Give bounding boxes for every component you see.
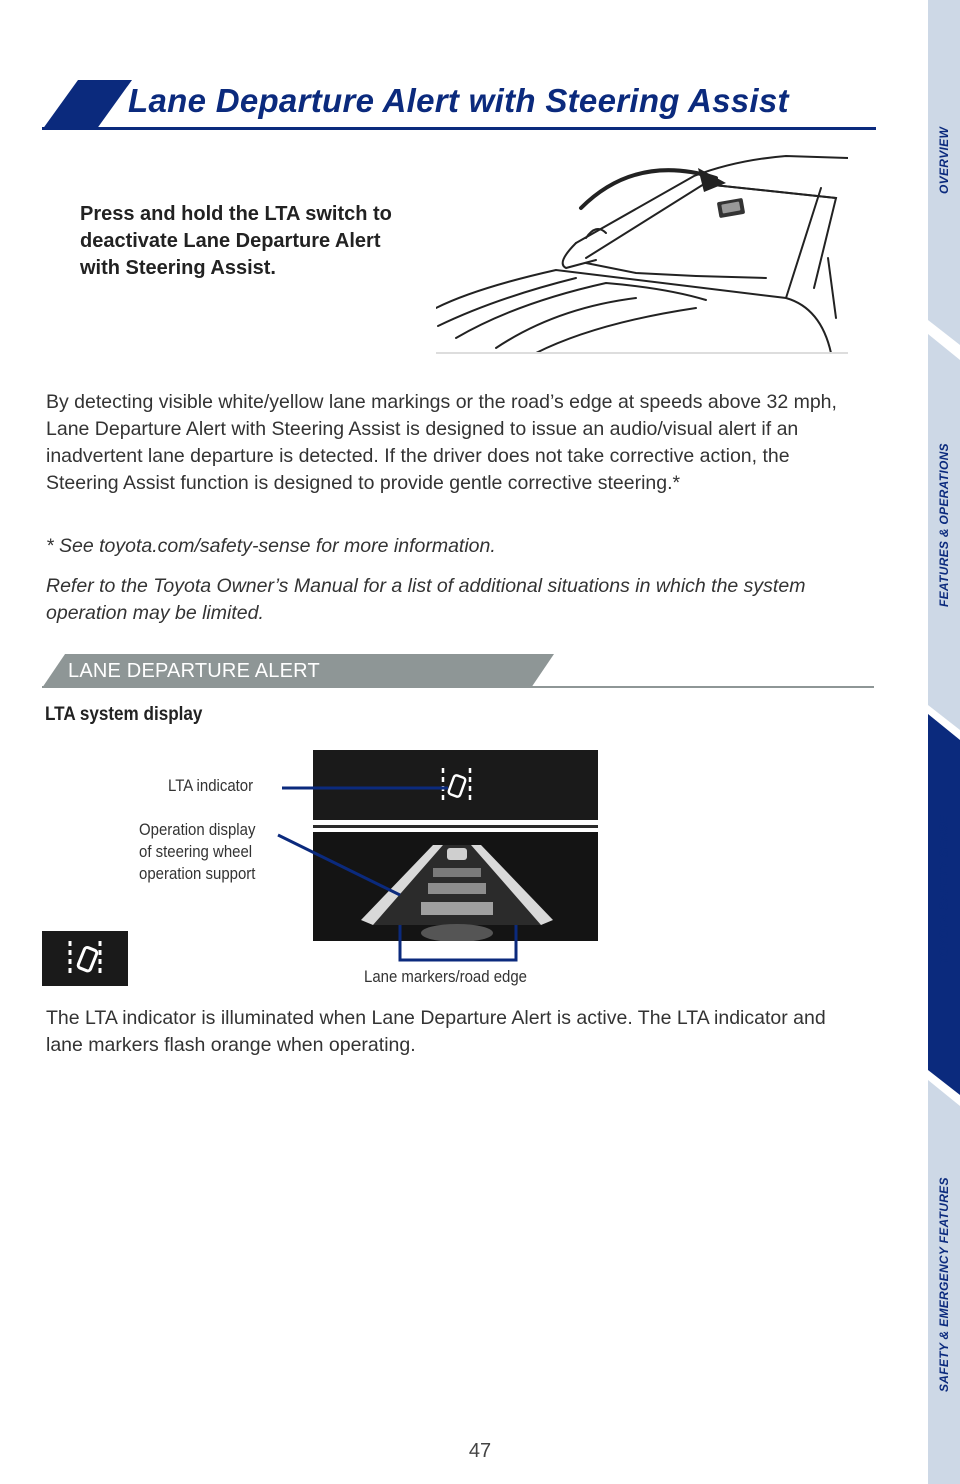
title-rule: [42, 127, 876, 130]
side-tab-safety-emergency[interactable]: SAFETY & EMERGENCY FEATURES: [937, 1177, 951, 1393]
side-tab-overview[interactable]: OVERVIEW: [937, 126, 951, 194]
windshield-illustration: [436, 148, 848, 356]
side-tab-toyota-safety-sense[interactable]: TOYOTA SAFETY SENSE: [937, 815, 951, 965]
lta-indicator-icon: [42, 931, 128, 986]
section-header: LANE DEPARTURE ALERT: [68, 660, 320, 682]
owners-manual-note: Refer to the Toyota Owner’s Manual for a list of additional situations in which the system operation may be limited.: [46, 575, 806, 624]
callout-lines: [270, 775, 560, 975]
title-accent: [42, 80, 132, 130]
label-lane-markers: Lane markers/road edge: [364, 967, 528, 986]
callout-text: Press and hold the LTA switch to deactivate Lane Departure Alert with Steering Assist.: [80, 203, 392, 279]
section-rule: [42, 686, 874, 688]
subheading: LTA system display: [45, 704, 203, 725]
footer-paragraph: The LTA indicator is illuminated when Lane Departure Alert is active. The LTA indicator and lane markers flash orange when operating.: [46, 1007, 826, 1056]
page-number: 47: [468, 1440, 492, 1462]
side-tab-features-operations[interactable]: FEATURES & OPERATIONS: [937, 443, 951, 607]
label-operation-display: Operation display of steering wheel operation support: [139, 820, 256, 883]
footnote-link-text: * See toyota.com/safety-sense for more information.: [46, 535, 496, 557]
body-paragraph: By detecting visible white/yellow lane markings or the road’s edge at speeds above 32 mph, Lane Departure Alert with Steering Assist is designed to issue an audio/visual alert if an inadvertent lane departure is detected. If the driver does not take corrective action, the Steering Assist function is designed to provide gentle corrective steering.*: [46, 391, 837, 494]
label-lta-indicator: LTA indicator: [168, 776, 254, 795]
page-title: Lane Departure Alert with Steering Assist: [128, 82, 789, 119]
